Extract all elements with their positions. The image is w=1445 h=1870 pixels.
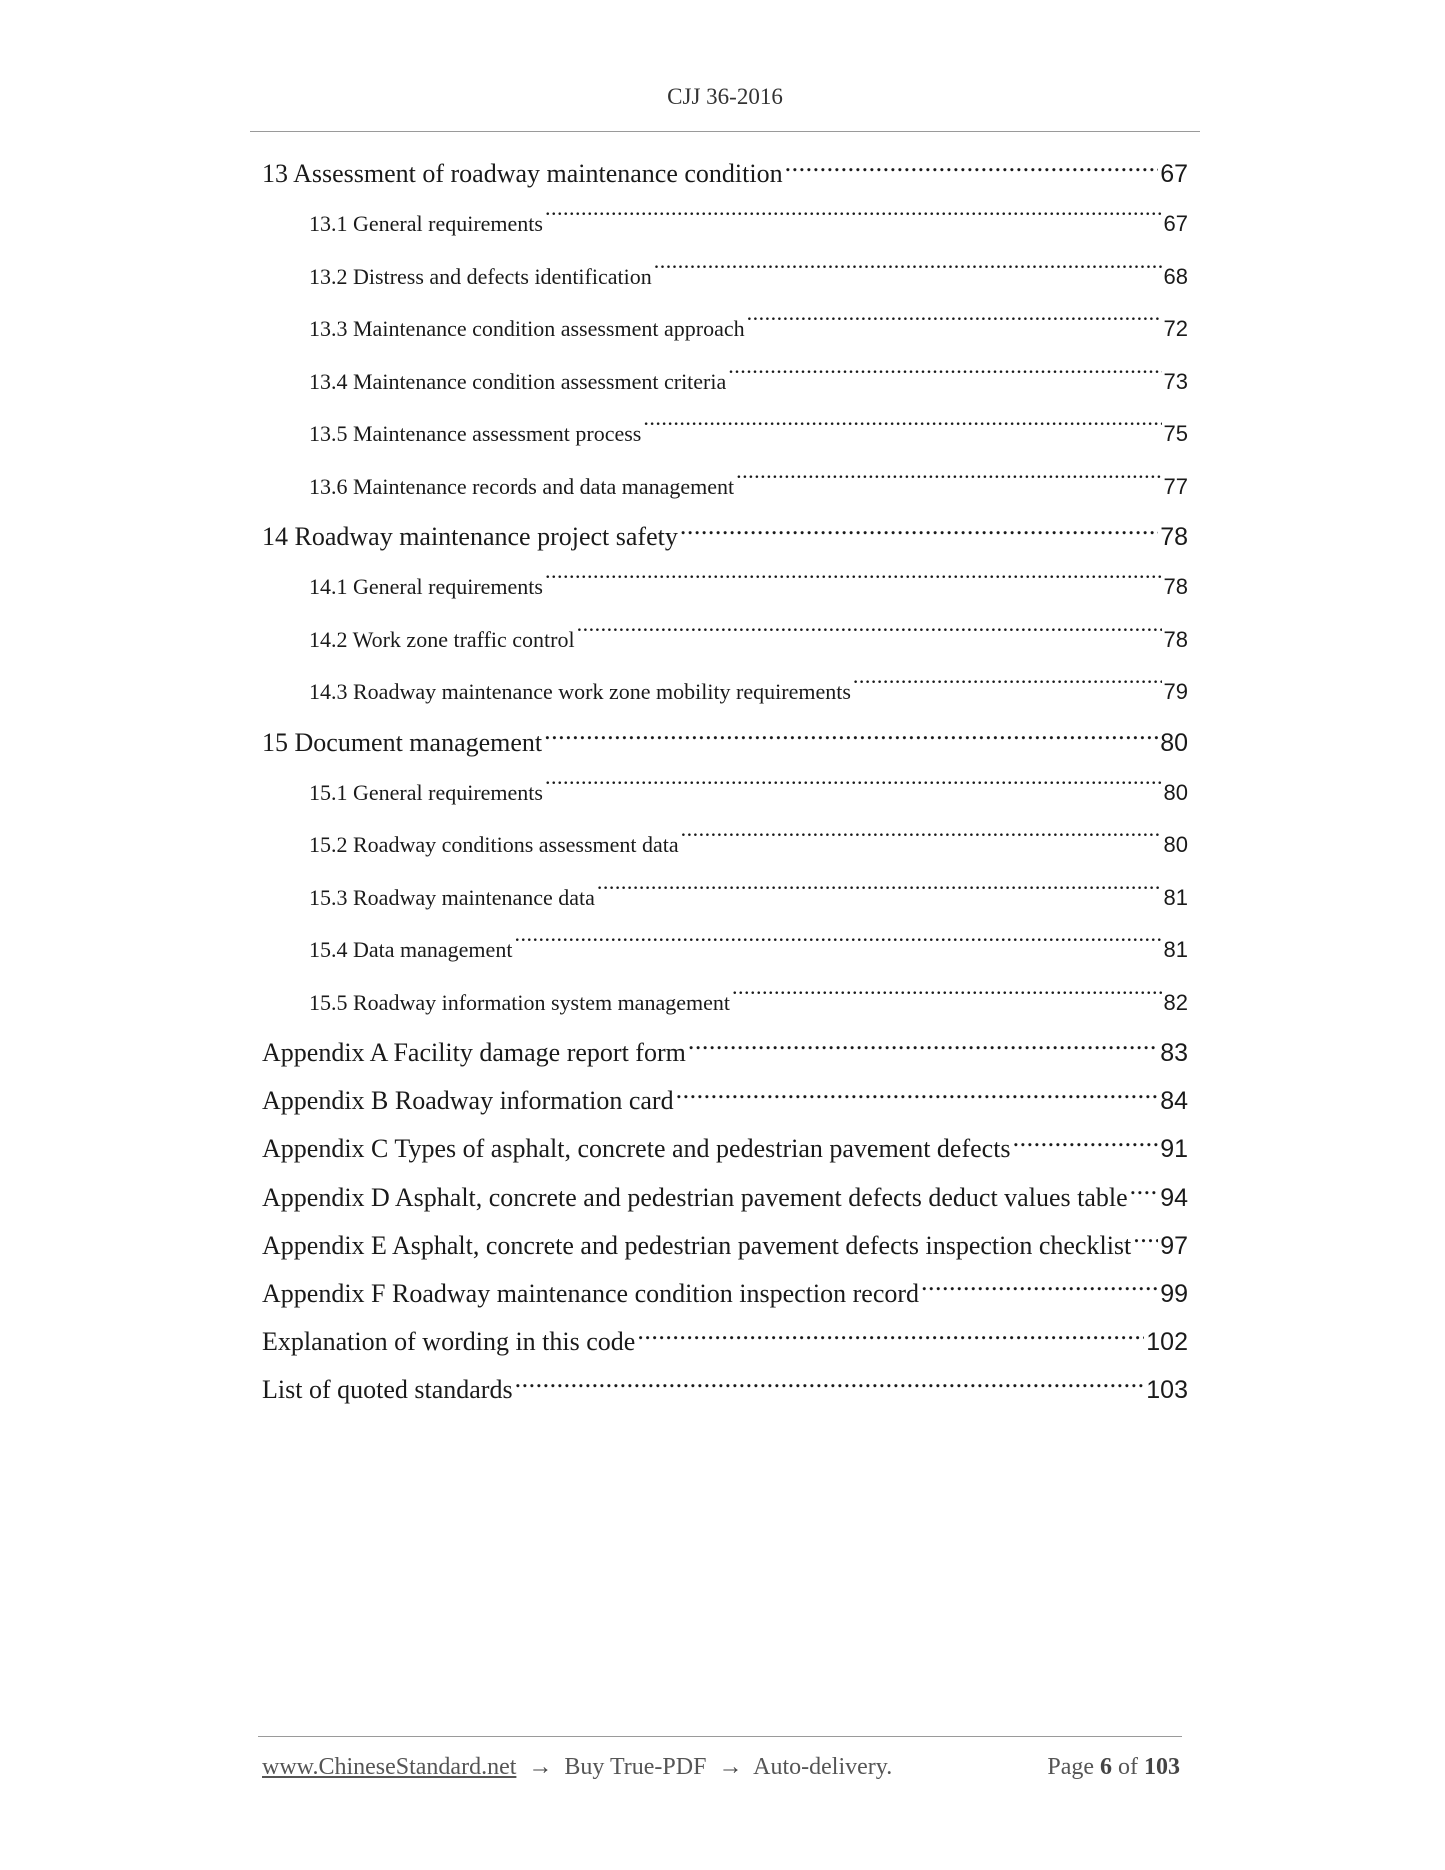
toc-entry-section[interactable] [262,356,1188,409]
toc-dot-leader [514,935,1161,957]
toc-entry-page-number: 102 [1146,1328,1188,1357]
toc-dot-leader [853,677,1162,699]
page-footer [262,1754,1180,1781]
toc-dot-leader [681,830,1162,852]
buy-true-pdf-text: Buy True-PDF [564,1754,707,1780]
toc-dot-leader [676,1083,1159,1109]
toc-entry-page-number: 73 [1163,368,1188,394]
toc-entry-chapter[interactable] [262,1222,1188,1270]
toc-entry-title: Appendix C Types of asphalt, concrete and pedestrian pavement defects [262,1134,1011,1164]
toc-entry-section[interactable] [262,924,1188,977]
toc-entry-title: Appendix F Roadway maintenance condition inspection record [262,1278,920,1308]
toc-entry-section[interactable] [262,461,1188,514]
toc-dot-leader [747,314,1162,336]
toc-entry-section[interactable] [262,561,1188,614]
document-code-header: CJJ 36-2016 [667,84,783,109]
toc-entry-title: 13.3 Maintenance condition assessment approach [309,316,745,341]
toc-entry-title: 13 Assessment of roadway maintenance condition [262,159,783,188]
toc-entry-title: 15 Document management [262,727,543,757]
arrow-right-icon: → [528,1754,553,1780]
toc-entry-page-number: 68 [1163,263,1188,289]
toc-entry-page-number: 78 [1163,626,1188,652]
toc-entry-title: 14.2 Work zone traffic control [309,626,575,652]
toc-dot-leader [680,519,1158,545]
toc-dot-leader [736,472,1161,494]
toc-dot-leader [637,1324,1144,1350]
toc-entry-page-number: 80 [1163,832,1188,857]
toc-entry-title: 13.6 Maintenance records and data management [309,473,735,499]
toc-entry-title: 15.3 Roadway maintenance data [309,884,595,910]
toc-entry-page-number: 72 [1163,316,1188,341]
toc-entry-title: Explanation of wording in this code [262,1327,636,1357]
toc-dot-leader [1013,1131,1159,1157]
toc-entry-title: 14 Roadway maintenance project safety [262,522,678,551]
toc-entry-page-number: 80 [1160,728,1188,757]
toc-entry-title: 15.5 Roadway information system management [309,989,730,1015]
toc-entry-page-number: 78 [1160,523,1188,551]
table-of-contents [262,150,1188,1415]
toc-entry-title: Appendix A Facility damage report form [262,1038,686,1067]
toc-dot-leader [545,209,1162,231]
footer-divider [258,1736,1182,1737]
toc-entry-page-number: 75 [1163,421,1188,446]
toc-entry-chapter[interactable] [262,150,1188,198]
toc-entry-section[interactable] [262,819,1188,872]
toc-dot-leader [544,725,1158,751]
toc-entry-title: 13.5 Maintenance assessment process [309,421,642,446]
header-divider [250,131,1200,132]
toc-entry-chapter[interactable] [262,1270,1188,1318]
toc-entry-title: 15.2 Roadway conditions assessment data [309,832,679,857]
toc-entry-page-number: 84 [1160,1087,1188,1116]
toc-entry-title: Appendix D Asphalt, concrete and pedestrian pavement defects deduct values table [262,1182,1128,1212]
toc-entry-section[interactable] [262,251,1188,304]
toc-entry-section[interactable] [262,666,1188,719]
page-indicator [1047,1754,1180,1781]
toc-dot-leader [545,572,1162,594]
toc-entry-page-number: 79 [1163,679,1188,704]
toc-entry-page-number: 67 [1163,211,1188,236]
toc-entry-page-number: 77 [1163,473,1188,499]
toc-dot-leader [577,625,1162,647]
toc-entry-section[interactable] [262,198,1188,251]
toc-entry-page-number: 103 [1146,1376,1188,1405]
toc-entry-page-number: 91 [1160,1135,1188,1164]
toc-entry-chapter[interactable] [262,1366,1188,1414]
toc-dot-leader [1130,1180,1159,1206]
toc-dot-leader [1133,1228,1158,1254]
page-current-number: 6 [1100,1754,1112,1780]
toc-dot-leader [785,156,1159,182]
toc-entry-section[interactable] [262,872,1188,925]
toc-entry-section[interactable] [262,303,1188,356]
toc-entry-page-number: 67 [1160,160,1188,188]
toc-entry-title: 13.2 Distress and defects identification [309,263,652,289]
toc-entry-page-number: 97 [1160,1231,1188,1260]
toc-dot-leader [545,778,1162,800]
toc-dot-leader [732,988,1162,1010]
chinesestandard-link[interactable]: www.ChineseStandard.net [262,1754,517,1780]
toc-entry-title: 13.4 Maintenance condition assessment criteria [309,368,727,394]
toc-entry-page-number: 78 [1163,574,1188,599]
page-of-label: of [1118,1754,1138,1780]
toc-dot-leader [643,419,1161,441]
toc-entry-title: 14.3 Roadway maintenance work zone mobility requirements [309,679,851,704]
toc-entry-chapter[interactable] [262,1077,1188,1125]
toc-entry-title: 13.1 General requirements [309,211,543,236]
toc-entry-chapter[interactable] [262,1125,1188,1173]
toc-entry-title: List of quoted standards [262,1375,513,1405]
page-total-number: 103 [1144,1754,1180,1780]
toc-entry-title: 15.1 General requirements [309,779,543,805]
toc-dot-leader [688,1035,1158,1061]
toc-dot-leader [654,262,1162,284]
toc-entry-page-number: 80 [1163,779,1188,805]
toc-entry-page-number: 99 [1160,1279,1188,1308]
toc-entry-title: 15.4 Data management [309,937,513,962]
toc-entry-section[interactable] [262,408,1188,461]
toc-entry-title: 14.1 General requirements [309,574,543,599]
toc-entry-chapter[interactable] [262,1174,1188,1222]
toc-dot-leader [515,1372,1145,1398]
toc-entry-page-number: 83 [1160,1039,1188,1067]
toc-dot-leader [597,883,1162,905]
toc-entry-chapter[interactable] [262,1029,1188,1077]
toc-entry-section[interactable] [262,614,1188,667]
page-label: Page [1047,1754,1094,1780]
auto-delivery-text: Auto-delivery. [753,1754,893,1780]
toc-entry-title: Appendix E Asphalt, concrete and pedestrian pavement defects inspection checklist [262,1230,1132,1260]
toc-entry-page-number: 81 [1163,884,1188,910]
toc-entry-page-number: 82 [1163,989,1188,1015]
toc-dot-leader [728,367,1161,389]
toc-entry-section[interactable] [262,767,1188,820]
toc-entry-chapter[interactable] [262,513,1188,561]
toc-entry-title: Appendix B Roadway information card [262,1086,674,1116]
toc-entry-chapter[interactable] [262,719,1188,767]
toc-entry-page-number: 81 [1163,937,1188,962]
toc-entry-section[interactable] [262,977,1188,1030]
footer-left [262,1754,892,1781]
toc-entry-chapter[interactable] [262,1318,1188,1366]
toc-entry-page-number: 94 [1160,1183,1188,1212]
arrow-right-icon: → [718,1754,743,1780]
toc-dot-leader [921,1276,1158,1302]
